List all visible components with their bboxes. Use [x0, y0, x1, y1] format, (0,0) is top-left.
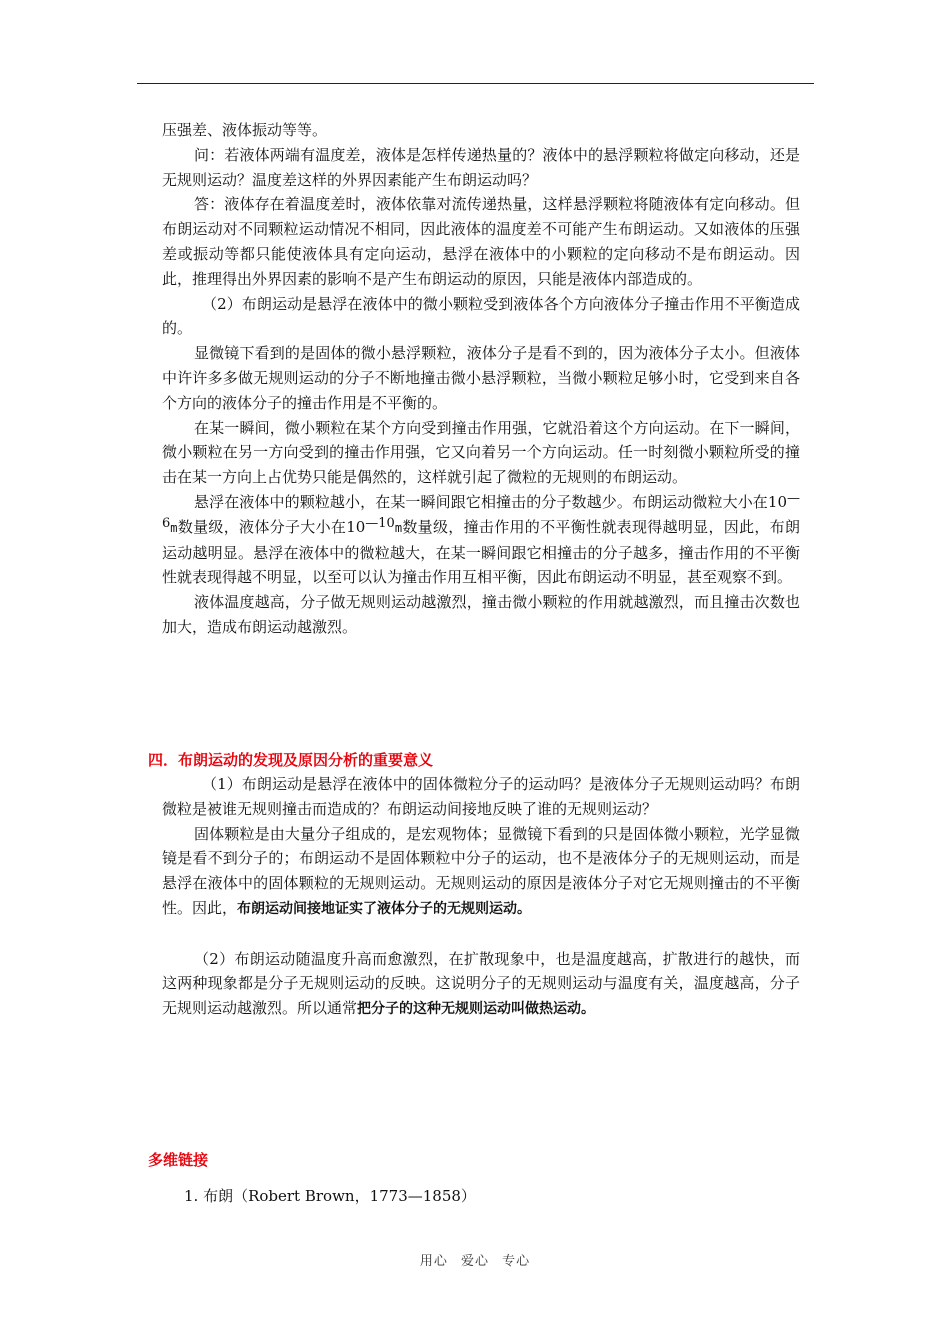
links-heading: 多维链接: [148, 1151, 209, 1169]
answer-paragraph: 答：液体存在着温度差时，液体依靠对流传递热量，这样悬浮颗粒将随液体有定向移动。但布朗运动对不同颗粒运动情况不相同，因此液体的温度差不可能产生布朗运动。又如液体的压强差或振动等都只能使液体具有定向运动，悬浮在液体中的小颗粒的定向移动不是布朗运动。因此，推理得出外界因素的影响不是产生布朗运动的原因，只能是液体内部造成的。: [162, 195, 800, 288]
cause-paragraph: （2）布朗运动是悬浮在液体中的微小颗粒受到液体各个方向液体分子撞击作用不平衡造成的。: [162, 294, 800, 338]
page-footer: 用心 爱心 专心: [419, 1254, 531, 1269]
list-item: 1. 布朗（Robert Brown，1773—1858）: [184, 1187, 476, 1205]
paragraph: 在某一瞬间，微小颗粒在某个方向受到撞击作用强，它就沿着这个方向运动。在下一瞬间，微小颗粒在另一方向受到的撞击作用强，它又向着另一个方向运动。任一时刻微小颗粒所受的撞击在某一方向上占优势只能是偶然的，这样就引起了微粒的无规则的布朗运动。: [162, 418, 800, 487]
header-rule: [137, 83, 814, 84]
answer-paragraph: 固体颗粒是由大量分子组成的，是宏观物体；显微镜下看到的只是固体微小颗粒，光学显微镜是看不到分子的；布朗运动不是固体颗粒中分子的运动，也不是液体分子的无规则运动，而是悬浮在液体中的固体颗粒的无规则运动。无规则运动的原因是液体分子对它无规则撞击的不平衡性。因此，布朗运动间接地证实了液体分子的无规则运动。: [162, 824, 800, 917]
question-paragraph: （1）布朗运动是悬浮在液体中的固体微粒分子的运动吗？是液体分子无规则运动吗？布朗微粒是被谁无规则撞击而造成的？布朗运动间接地反映了谁的无规则运动？: [162, 775, 800, 818]
size-paragraph: 悬浮在液体中的颗粒越小，在某一瞬间跟它相撞击的分子数越少。布朗运动微粒大小在$10^{—6}m$数量级，液体分子大小在$10^{—10}m$数量级，撞击作用的不平衡性就表现得越明显，因此，布朗运动越明显。悬浮在液体中的微粒越大，在某一瞬间跟它相撞击的分子越多，撞击作用的不平衡性就表现得越不明显，以至可以认为撞击作用互相平衡，因此布朗运动不明显，甚至观察不到。: [162, 490, 800, 587]
section-heading: 四．布朗运动的发现及原因分析的重要意义: [148, 751, 434, 769]
heat-paragraph: （2）布朗运动随温度升高而愈激烈，在扩散现象中，也是温度越高，扩散进行的越快，而这两种现象都是分子无规则运动的反映。这说明分子的无规则运动与温度有关，温度越高，分子无规则运动越激烈。所以通常把分子的这种无规则运动叫做热运动。: [162, 949, 800, 1018]
body-text: [162, 118, 800, 640]
question-paragraph: 问：若液体两端有温度差，液体是怎样传递热量的？液体中的悬浮颗粒将做定向移动，还是无规则运动？温度差这样的外界因素能产生布朗运动吗？: [162, 145, 800, 189]
section-body: [162, 772, 800, 1022]
paragraph: 压强差、液体振动等等。: [162, 121, 328, 139]
paragraph: 显微镜下看到的是固体的微小悬浮颗粒，液体分子是看不到的，因为液体分子太小。但液体中许许多多做无规则运动的分子不断地撞击微小悬浮颗粒，当微小颗粒足够小时，它受到来自各个方向的液体分子的撞击作用是不平衡的。: [162, 344, 800, 412]
paragraph: 液体温度越高，分子做无规则运动越激烈，撞击微小颗粒的作用就越激烈，而且撞击次数也加大，造成布朗运动越激烈。: [162, 593, 800, 636]
